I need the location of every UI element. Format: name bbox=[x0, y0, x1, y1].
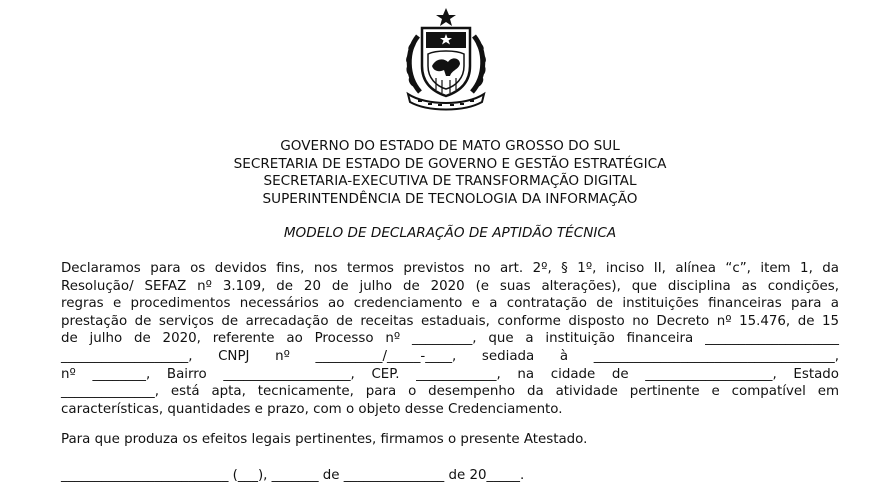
body-line: de julho de 2020, referente ao Processo nº _________, que a instituição financeira ____________________ bbox=[61, 331, 839, 347]
declaration-body bbox=[61, 260, 839, 418]
body-line: regras e procedimentos necessários ao credenciamento e a contratação de instituições financeiras para a bbox=[61, 296, 839, 312]
body-line: Declaramos para os devidos fins, nos termos previstos no art. 2º, § 1º, inciso II, alínea “c”, item 1, da bbox=[61, 261, 839, 276]
body-line: ______________, está apta, tecnicamente, para o desempenho da atividade pertinente e compatível em bbox=[61, 384, 839, 400]
signature-date-line: _________________________ (___), _______ de _______________ de 20_____. bbox=[61, 468, 525, 483]
header-executive-secretariat: SECRETARIA-EXECUTIVA DE TRANSFORMAÇÃO DIGITAL bbox=[263, 173, 637, 189]
coat-of-arms-seal bbox=[398, 6, 494, 112]
body-line: nº ________, Bairro ___________________, CEP. ____________, na cidade de ___________________, Estado bbox=[61, 366, 839, 382]
header-government: GOVERNO DO ESTADO DE MATO GROSSO DO SUL bbox=[280, 138, 620, 154]
document-header bbox=[0, 138, 882, 208]
document-title: MODELO DE DECLARAÇÃO DE APTIDÃO TÉCNICA bbox=[283, 225, 617, 241]
body-line: Resolução/ SEFAZ nº 3.109, de 20 de julho de 2020 (e suas alterações), que disciplina as condições, bbox=[61, 278, 839, 294]
header-superintendency: SUPERINTENDÊNCIA DE TECNOLOGIA DA INFORMAÇÃO bbox=[262, 190, 638, 207]
body-line: características, quantidades e prazo, com o objeto desse Credenciamento. bbox=[61, 401, 563, 417]
header-secretariat: SECRETARIA DE ESTADO DE GOVERNO E GESTÃO ESTRATÉGICA bbox=[233, 155, 667, 172]
body-line: prestação de serviços de arrecadação de receitas estaduais, conforme disposto no Decreto nº 15.476, de 15 bbox=[61, 313, 839, 329]
body-line: ___________________, CNPJ nº __________/_____-____, sediada à ____________________________________, bbox=[61, 348, 839, 364]
seal-icon bbox=[398, 6, 494, 112]
closing-statement: Para que produza os efeitos legais pertinentes, firmamos o presente Atestado. bbox=[61, 432, 588, 447]
